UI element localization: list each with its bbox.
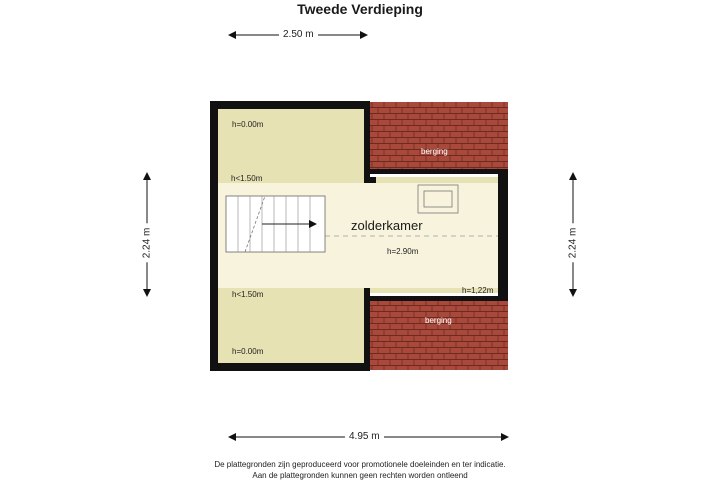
dimension-top-label: 2.50 m [279,29,318,40]
dimension-bottom-label: 4.95 m [345,431,384,442]
height-label-top-left-low: h<1.50m [231,174,263,183]
height-label-top-left: h=0.00m [232,120,264,129]
room-label-berging-top: berging [421,147,448,156]
room-height-main: h=2.90m [387,247,419,256]
disclaimer-line-1: De plattegronden zijn geproduceerd voor promotionele doeleinden en ter indicatie. [214,460,506,469]
height-label-bottom-left-low: h<1.50m [232,290,264,299]
height-label-bottom-right: h=1,22m [462,286,494,295]
roof-tiles-bottom [370,301,508,370]
room-label-berging-bottom: berging [425,316,452,325]
dimension-right-label: 2.24 m [568,224,579,263]
room-label-zolderkamer: zolderkamer [351,218,423,233]
roof-tiles-top [370,102,508,169]
floor-title: Tweede Verdieping [297,1,423,17]
dimension-left-label: 2.24 m [142,224,153,263]
staircase [226,196,325,252]
height-label-bottom-left: h=0.00m [232,347,264,356]
disclaimer-line-2: Aan de plattegronden kunnen geen rechten worden ontleend [252,471,468,480]
